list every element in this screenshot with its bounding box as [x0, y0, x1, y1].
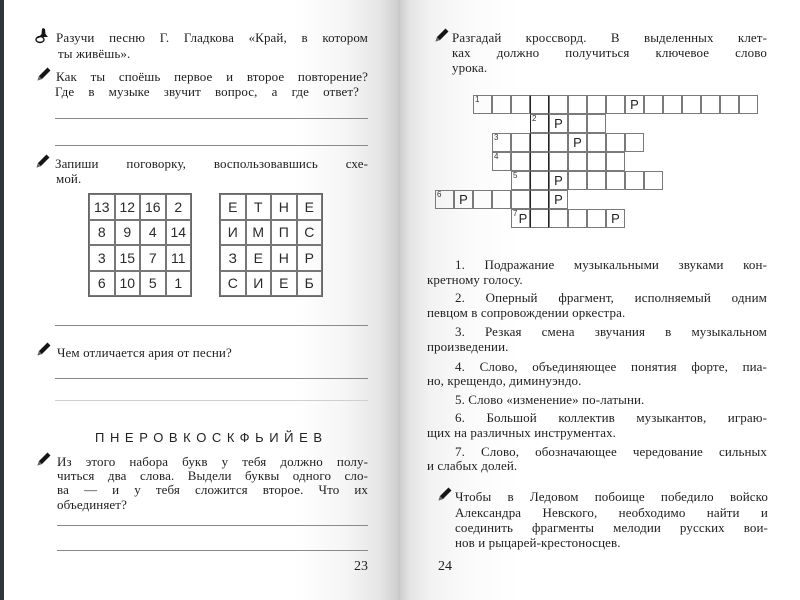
pencil-icon: [36, 341, 52, 357]
clue-text: 2. Оперный фрагмент, исполняемый одним: [455, 290, 767, 305]
crossword-cell[interactable]: [606, 171, 625, 190]
answer-line: [55, 400, 368, 401]
crossword-cell[interactable]: [606, 209, 625, 228]
clue-text: 6. Большой коллектив музыкантов, играю-: [455, 410, 767, 425]
crossword-given-letter: Р: [611, 211, 620, 226]
number-cell: 12: [115, 194, 141, 220]
crossword-given-letter: Р: [573, 135, 582, 150]
clue-text: 7. Слово, обозначающее чередование сильных: [455, 444, 767, 459]
number-cell: 10: [115, 271, 141, 297]
crossword-cell[interactable]: [625, 133, 644, 152]
crossword-cell[interactable]: [587, 95, 606, 114]
letter-cell: П: [271, 220, 297, 246]
letter-string: ПНЕРОВКОСКФЬИЙЕВ: [95, 430, 328, 445]
crossword-cell[interactable]: [568, 95, 587, 114]
number-cell: 3: [89, 245, 115, 271]
crossword-given-letter: Р: [554, 192, 563, 207]
crossword-clue-number: 4: [494, 152, 499, 161]
crossword-key-cell[interactable]: [530, 171, 549, 190]
letter-cell: Е: [246, 245, 272, 271]
clue-text: 5. Слово «изменение» по-латыни.: [455, 392, 645, 407]
crossword-cell[interactable]: [492, 152, 511, 171]
number-cell: 11: [166, 245, 192, 271]
crossword-cell[interactable]: [701, 95, 720, 114]
answer-line: [55, 378, 368, 379]
task-text-line: Александра Невского, необходимо найти и: [455, 505, 768, 520]
pencil-icon: [437, 486, 453, 502]
clue-text: щих на различных инструментах.: [427, 425, 617, 440]
crossword-key-cell[interactable]: [530, 95, 549, 114]
crossword-cell[interactable]: [492, 190, 511, 209]
number-cell: 1: [166, 271, 192, 297]
task-text-line: Разгадай кроссворд. В выделенных клет-: [452, 30, 767, 45]
task-text-line: Разучи песню Г. Гладкова «Край, в котором: [56, 30, 368, 45]
crossword-cell[interactable]: [511, 152, 530, 171]
clue-text: но, крещендо, диминуэндо.: [427, 373, 582, 388]
page-number: 24: [438, 559, 452, 574]
crossword-cell[interactable]: [625, 95, 644, 114]
number-cell: 2: [166, 194, 192, 220]
number-grid: [88, 193, 192, 297]
letter-cell: М: [246, 220, 272, 246]
crossword-cell[interactable]: [625, 171, 644, 190]
crossword-clue-number: 6: [437, 190, 442, 199]
crossword-cell[interactable]: [492, 95, 511, 114]
number-cell: 6: [89, 271, 115, 297]
letter-cell: Е: [271, 271, 297, 297]
crossword-cell[interactable]: [568, 114, 587, 133]
crossword-cell[interactable]: [473, 95, 492, 114]
task-text-line: Как ты споёшь первое и второе повторение?: [56, 69, 368, 84]
crossword-given-letter: Р: [630, 97, 639, 112]
letter-cell: Н: [271, 194, 297, 220]
pencil-icon: [36, 451, 52, 467]
crossword-clue-number: 2: [532, 114, 537, 123]
crossword-cell[interactable]: [511, 209, 530, 228]
letter-cell: Т: [246, 194, 272, 220]
pencil-icon: [36, 66, 52, 82]
crossword-given-letter: Р: [554, 173, 563, 188]
crossword-cell[interactable]: [454, 190, 473, 209]
clue-text: певцом в сопровождении оркестра.: [427, 305, 626, 320]
crossword-cell[interactable]: [511, 133, 530, 152]
crossword-cell[interactable]: [568, 171, 587, 190]
answer-line: [55, 325, 368, 326]
crossword-key-cell[interactable]: [530, 190, 549, 209]
crossword-cell[interactable]: [587, 133, 606, 152]
crossword-cell[interactable]: [682, 95, 701, 114]
crossword-key-cell[interactable]: [530, 209, 549, 228]
task-text-line: Запиши поговорку, воспользовавшись схе-: [55, 156, 368, 171]
clue-text: 4. Слово, объединяющее понятия форте, пиа-: [455, 359, 767, 374]
crossword-cell[interactable]: [511, 190, 530, 209]
task-text-line: соединить фрагменты мелодии русских вои-: [455, 520, 768, 535]
answer-line: [55, 145, 368, 146]
letter-cell: И: [220, 220, 246, 246]
clue-text: произведении.: [427, 339, 509, 354]
letter-cell: С: [297, 220, 323, 246]
crossword-cell[interactable]: [587, 209, 606, 228]
crossword-cell[interactable]: [435, 190, 454, 209]
task-text-line: ках должно получиться ключевое слово: [452, 45, 767, 60]
crossword-cell[interactable]: [549, 171, 568, 190]
crossword-given-letter: Р: [518, 211, 528, 226]
crossword-cell[interactable]: [587, 152, 606, 171]
pencil-icon: [434, 27, 450, 43]
crossword-given-letter: Р: [554, 116, 563, 131]
crossword-clue-number: 1: [475, 95, 480, 104]
crossword-cell[interactable]: [549, 133, 568, 152]
number-cell: 14: [166, 220, 192, 246]
letter-cell: С: [220, 271, 246, 297]
crossword-key-cell[interactable]: [530, 133, 549, 152]
number-cell: 15: [115, 245, 141, 271]
number-cell: 9: [115, 220, 141, 246]
letter-cell: И: [246, 271, 272, 297]
task-text-line: Чем отличается ария от песни?: [57, 345, 232, 360]
clue-text: 3. Резкая смена звучания в музыкальном: [455, 324, 767, 339]
number-cell: 5: [140, 271, 166, 297]
task-text-line: мой.: [56, 171, 82, 186]
number-cell: 16: [140, 194, 166, 220]
crossword-cell[interactable]: [492, 133, 511, 152]
crossword-given-letter: Р: [459, 192, 468, 207]
crossword-cell[interactable]: [720, 95, 739, 114]
crossword-cell[interactable]: [549, 190, 568, 209]
task-text-line: объединяет?: [57, 497, 127, 512]
crossword-cell[interactable]: [587, 114, 606, 133]
crossword-cell[interactable]: [568, 133, 587, 152]
answer-line: [55, 118, 368, 119]
answer-line: [57, 550, 368, 551]
clue-text: и слабых долей.: [427, 458, 518, 473]
task-text-line: Чтобы в Ледовом побоище победило войско: [455, 489, 768, 504]
task-text-line: Где в музыке звучит вопрос, а где ответ?: [55, 84, 359, 99]
page-number: 23: [354, 559, 368, 574]
crossword-cell[interactable]: [739, 95, 758, 114]
crossword-clue-number: 7: [513, 209, 518, 218]
letter-cell: Р: [297, 245, 323, 271]
letter-cell: Н: [271, 245, 297, 271]
task-text-line: нов и рыцарей-крестоносцев.: [455, 535, 621, 550]
answer-line: [57, 525, 368, 526]
singing-hand-icon: [34, 27, 50, 43]
task-text-line: урока.: [452, 60, 488, 75]
crossword-cell[interactable]: [549, 209, 568, 228]
crossword-cell[interactable]: [549, 152, 568, 171]
crossword-cell[interactable]: [549, 95, 568, 114]
number-cell: 13: [89, 194, 115, 220]
task-text-line: Из этого набора букв у тебя должно полу-: [57, 454, 368, 469]
task-text-line: ты живёшь».: [58, 46, 131, 61]
crossword-cell[interactable]: [568, 152, 587, 171]
crossword-cell[interactable]: [549, 114, 568, 133]
crossword-clue-number: 3: [494, 133, 499, 142]
crossword-cell[interactable]: [568, 209, 587, 228]
crossword-cell[interactable]: [644, 171, 663, 190]
letter-cell: З: [220, 245, 246, 271]
task-text-line: ва — и у тебя сложится второе. Что их: [57, 482, 368, 497]
crossword-cell[interactable]: [663, 95, 682, 114]
crossword-cell[interactable]: [606, 152, 625, 171]
task-text-line: читься два слова. Выдели буквы одного сло-: [57, 468, 368, 483]
crossword-cell[interactable]: [473, 190, 492, 209]
crossword-key-cell[interactable]: [530, 114, 549, 133]
crossword-clue-number: 5: [513, 171, 518, 180]
clue-text: кретному голосу.: [427, 272, 523, 287]
number-cell: 8: [89, 220, 115, 246]
crossword-cell[interactable]: [606, 133, 625, 152]
letter-grid: [219, 193, 323, 297]
crossword-cell[interactable]: [644, 95, 663, 114]
crossword-cell[interactable]: [511, 171, 530, 190]
crossword-cell[interactable]: [511, 95, 530, 114]
crossword-cell[interactable]: [587, 171, 606, 190]
number-cell: 4: [140, 220, 166, 246]
letter-cell: Б: [297, 271, 323, 297]
letter-cell: Е: [220, 194, 246, 220]
crossword-cell[interactable]: [606, 95, 625, 114]
letter-cell: Е: [297, 194, 323, 220]
clue-text: 1. Подражание музыкальными звуками кон-: [455, 257, 767, 272]
number-cell: 7: [140, 245, 166, 271]
pencil-icon: [35, 153, 51, 169]
crossword-key-cell[interactable]: [530, 152, 549, 171]
